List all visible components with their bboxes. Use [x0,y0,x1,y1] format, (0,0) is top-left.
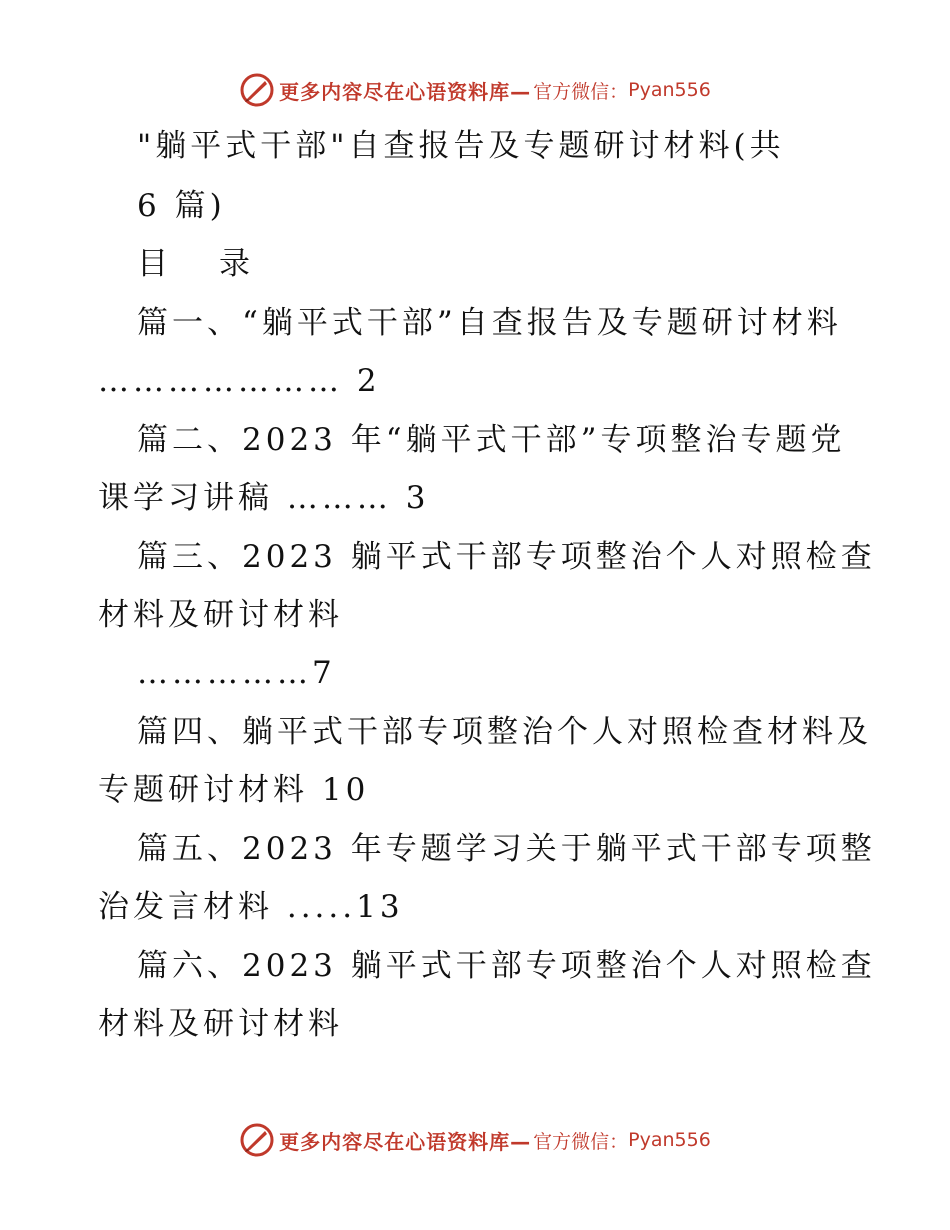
toc-entry-3-line2: 材料及研讨材料 [98,597,343,633]
header-banner [0,68,950,112]
toc-entry-1-line1: 篇一、“躺平式干部”自查报告及专题研讨材料 [137,305,842,341]
toc-entry-2-line2: 课学习讲稿 ……… 3 [98,480,430,516]
doc-title-line2: 6 篇) [137,188,226,224]
header-banner-text: 更多内容尽在心语资料库— [279,79,532,104]
quill-logo-icon [239,1122,275,1158]
toc-entry-3-line3: ……………7 [137,655,336,691]
header-banner-wechat-id: Pyan556 [628,79,711,101]
quill-logo-icon [239,72,275,108]
toc-entry-6-line2: 材料及研讨材料 [98,1006,343,1042]
toc-entry-5-line2: 治发言材料 .....13 [98,889,404,925]
footer-banner-wechat-label: 官方微信： [533,1130,629,1153]
toc-heading: 目 录 [137,246,260,282]
toc-entry-5-line1: 篇五、2023 年专题学习关于躺平式干部专项整 [137,831,876,867]
toc-entry-3-line1: 篇三、2023 躺平式干部专项整治个人对照检查 [137,539,876,575]
footer-banner-text: 更多内容尽在心语资料库— [279,1129,532,1154]
footer-banner-wechat-id: Pyan556 [628,1129,711,1151]
footer-banner [0,1118,950,1162]
toc-entry-1-line2: ………………… 2 [98,363,381,399]
toc-entry-4-line2: 专题研讨材料 10 [98,772,370,808]
toc-entry-2-line1: 篇二、2023 年“躺平式干部”专项整治专题党 [137,422,846,458]
toc-entry-6-line1: 篇六、2023 躺平式干部专项整治个人对照检查 [137,948,876,984]
header-banner-wechat-label: 官方微信： [533,80,629,103]
toc-entry-4-line1: 篇四、躺平式干部专项整治个人对照检查材料及 [137,714,872,750]
doc-title-line1: "躺平式干部"自查报告及专题研讨材料(共 [137,128,785,164]
